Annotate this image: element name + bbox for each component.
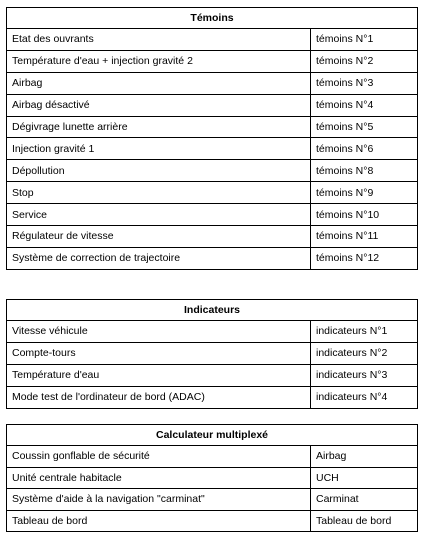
table-row xyxy=(7,226,418,248)
table-row xyxy=(7,116,418,138)
row-label: Compte-tours xyxy=(7,342,311,364)
row-label: Etat des ouvrants xyxy=(7,29,311,51)
row-value: Airbag xyxy=(311,446,418,468)
row-value: témoins N°4 xyxy=(311,94,418,116)
indicateurs-title: Indicateurs xyxy=(7,300,418,321)
temoins-table xyxy=(6,7,418,270)
table-row xyxy=(7,510,418,532)
row-label: Coussin gonflable de sécurité xyxy=(7,446,311,468)
row-value: témoins N°1 xyxy=(311,29,418,51)
table-row xyxy=(7,138,418,160)
row-value: UCH xyxy=(311,467,418,489)
row-label: Unité centrale habitacle xyxy=(7,467,311,489)
table-row xyxy=(7,386,418,408)
row-label: Stop xyxy=(7,182,311,204)
row-value: témoins N°9 xyxy=(311,182,418,204)
temoins-body xyxy=(7,29,418,270)
row-value: témoins N°10 xyxy=(311,204,418,226)
table-row xyxy=(7,364,418,386)
table-header-row xyxy=(7,425,418,446)
row-label: Régulateur de vitesse xyxy=(7,226,311,248)
indicateurs-body xyxy=(7,321,418,409)
row-value: témoins N°8 xyxy=(311,160,418,182)
row-label: Vitesse véhicule xyxy=(7,321,311,343)
table-header-row xyxy=(7,300,418,321)
table-row xyxy=(7,50,418,72)
row-label: Système de correction de trajectoire xyxy=(7,247,311,269)
table-row xyxy=(7,446,418,468)
row-value: indicateurs N°1 xyxy=(311,321,418,343)
calculateur-title: Calculateur multiplexé xyxy=(7,425,418,446)
table-row xyxy=(7,489,418,511)
row-value: témoins N°11 xyxy=(311,226,418,248)
row-label: Température d'eau + injection gravité 2 xyxy=(7,50,311,72)
row-value: témoins N°6 xyxy=(311,138,418,160)
table-header-row xyxy=(7,8,418,29)
row-label: Dépollution xyxy=(7,160,311,182)
row-label: Service xyxy=(7,204,311,226)
table-row xyxy=(7,94,418,116)
row-label: Injection gravité 1 xyxy=(7,138,311,160)
row-label: Température d'eau xyxy=(7,364,311,386)
row-label: Dégivrage lunette arrière xyxy=(7,116,311,138)
calculateur-body xyxy=(7,446,418,532)
table-row xyxy=(7,321,418,343)
row-value: indicateurs N°4 xyxy=(311,386,418,408)
row-value: indicateurs N°2 xyxy=(311,342,418,364)
table-row xyxy=(7,247,418,269)
row-label: Airbag désactivé xyxy=(7,94,311,116)
row-label: Système d'aide à la navigation "carminat" xyxy=(7,489,311,511)
row-value: témoins N°12 xyxy=(311,247,418,269)
table-row xyxy=(7,342,418,364)
row-value: indicateurs N°3 xyxy=(311,364,418,386)
row-value: Carminat xyxy=(311,489,418,511)
table-row xyxy=(7,204,418,226)
row-value: témoins N°2 xyxy=(311,50,418,72)
table-row xyxy=(7,182,418,204)
table-row xyxy=(7,72,418,94)
calculateur-table xyxy=(6,424,418,532)
row-label: Mode test de l'ordinateur de bord (ADAC) xyxy=(7,386,311,408)
table-row xyxy=(7,467,418,489)
row-label: Tableau de bord xyxy=(7,510,311,532)
temoins-title: Témoins xyxy=(7,8,418,29)
row-value: Tableau de bord xyxy=(311,510,418,532)
row-value: témoins N°3 xyxy=(311,72,418,94)
table-row xyxy=(7,29,418,51)
row-value: témoins N°5 xyxy=(311,116,418,138)
row-label: Airbag xyxy=(7,72,311,94)
table-row xyxy=(7,160,418,182)
indicateurs-table xyxy=(6,299,418,409)
